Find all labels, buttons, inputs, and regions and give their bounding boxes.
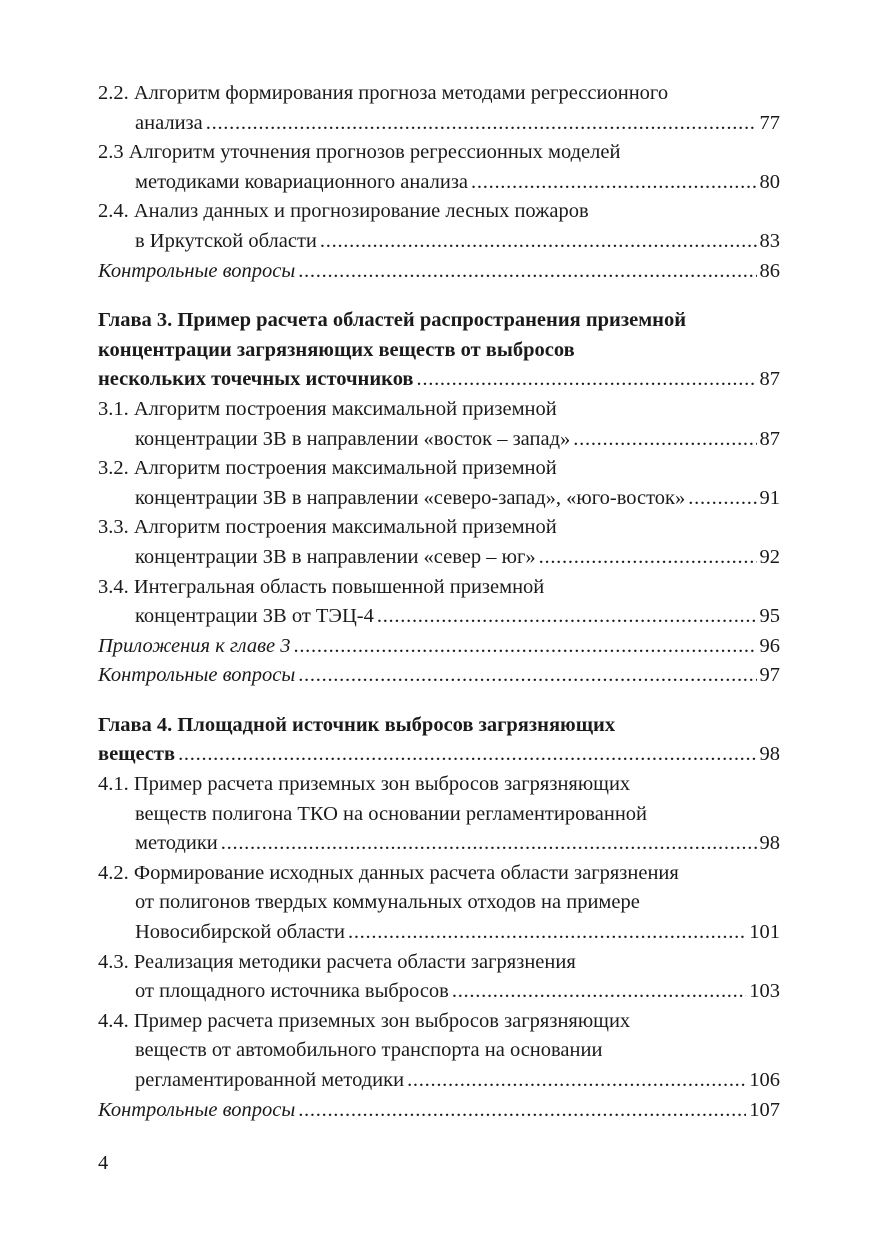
toc-entry: [98, 197, 780, 256]
toc-entry-review-questions: [98, 661, 780, 691]
toc-entry-title: Контрольные вопросы: [98, 259, 296, 282]
toc-entry-title: 3.3. Алгоритм построения максимальной приземной: [98, 516, 557, 539]
toc-page-number: 106: [749, 1069, 780, 1091]
dot-leader: [298, 257, 756, 287]
toc-page-number: 80: [759, 170, 780, 193]
toc-entry-appendix: [98, 632, 780, 662]
toc-entry-title: регламентированной методики: [135, 1069, 405, 1091]
toc-entry-last-line: [98, 227, 780, 257]
toc-entry: [98, 859, 780, 948]
toc-entry-review-questions: [98, 257, 780, 287]
toc-entry-title: 2.3 Алгоритм уточнения прогнозов регрессионных моделей: [98, 141, 621, 164]
toc-entry: [98, 454, 780, 513]
dot-leader: [417, 365, 757, 395]
toc-entry-title: методики: [135, 832, 218, 855]
toc-entry-title: Новосибирской области: [135, 921, 345, 944]
dot-leader: [452, 977, 746, 1007]
toc-page-number: 83: [759, 229, 780, 252]
dot-leader: [320, 227, 757, 257]
toc-entry-review-questions: [98, 1096, 780, 1126]
toc-entry-last-line: [98, 740, 780, 770]
dot-leader: [573, 425, 756, 455]
dot-leader: [298, 661, 756, 691]
page-number: 4: [98, 1152, 109, 1174]
dot-leader: [348, 918, 746, 948]
dot-leader: [206, 109, 757, 139]
toc-entry: [98, 513, 780, 572]
toc-entry-last-line: [98, 543, 780, 573]
dot-leader: [293, 632, 756, 662]
toc-entry-title: Контрольные вопросы: [98, 664, 296, 687]
toc-page-number: 86: [759, 259, 780, 282]
toc-entry-title: концентрации ЗВ в направлении «северо-запад», «юго-восток»: [135, 486, 686, 509]
toc-chapter-title: концентрации загрязняющих веществ от выбросов: [98, 338, 575, 361]
toc-chapter-title: Глава 3. Пример расчета областей распространения приземной: [98, 309, 687, 332]
toc-entry: [98, 770, 780, 859]
dot-leader: [688, 484, 756, 514]
toc-page-number: 95: [759, 605, 780, 628]
toc-entry-title: 2.4. Анализ данных и прогнозирование лесных пожаров: [98, 200, 589, 223]
toc-entry: [98, 138, 780, 197]
toc-entry-title: 2.2. Алгоритм формирования прогноза методами регрессионного: [98, 82, 669, 104]
toc-entry-title: методиками ковариационного анализа: [135, 170, 469, 193]
toc-entry-title: 4.2. Формирование исходных данных расчета области загрязнения: [98, 861, 679, 884]
toc-entry-title: веществ полигона ТКО на основании регламентированной: [135, 802, 648, 825]
dot-leader: [377, 602, 757, 632]
toc-entry-title: анализа: [135, 111, 203, 134]
toc-entry: [98, 395, 780, 454]
toc-entry-last-line: [98, 918, 780, 948]
toc-page-number: 101: [749, 921, 780, 944]
toc-page-number: 96: [759, 634, 780, 657]
toc-entry-title: Контрольные вопросы: [98, 1098, 296, 1121]
toc-entry-last-line: [98, 425, 780, 455]
toc-entry-last-line: [98, 829, 780, 859]
toc-page-number: 91: [759, 486, 780, 509]
toc-chapter-title: веществ: [98, 743, 176, 766]
dot-leader: [178, 740, 756, 770]
toc-chapter-3: [98, 306, 780, 395]
toc-entry-last-line: [98, 977, 780, 1007]
toc-entry-title: концентрации ЗВ от ТЭЦ-4: [135, 605, 374, 628]
table-of-contents: [98, 79, 780, 1125]
toc-entry-title: 4.3. Реализация методики расчета области загрязнения: [98, 950, 576, 973]
toc-entry-last-line: [98, 109, 780, 139]
toc-entry-last-line: [98, 168, 780, 198]
toc-entry-last-line: [98, 1066, 780, 1096]
toc-entry: [98, 573, 780, 632]
toc-entry-last-line: [98, 602, 780, 632]
toc-page-number: 92: [759, 545, 780, 568]
toc-entry-title: от площадного источника выбросов: [135, 980, 449, 1003]
toc-entry: [98, 1007, 780, 1096]
toc-entry: [98, 948, 780, 1007]
toc-entry-title: веществ от автомобильного транспорта на основании: [135, 1039, 603, 1062]
toc-entry-title: 3.2. Алгоритм построения максимальной приземной: [98, 457, 557, 480]
toc-page-number: 87: [759, 368, 780, 391]
toc-entry-title: в Иркутской области: [135, 229, 317, 252]
dot-leader: [298, 1096, 746, 1126]
toc-page-number: 97: [759, 664, 780, 687]
dot-leader: [539, 543, 757, 573]
dot-leader: [471, 168, 756, 198]
toc-entry-title: 4.1. Пример расчета приземных зон выбросов загрязняющих: [98, 773, 631, 796]
toc-page-number: 107: [749, 1098, 780, 1121]
toc-page-number: 98: [759, 743, 780, 766]
toc-page-number: 98: [759, 832, 780, 855]
toc-chapter-title: нескольких точечных источников: [98, 368, 414, 391]
toc-entry-title: концентрации ЗВ в направлении «восток – запад»: [135, 427, 571, 450]
toc-entry-last-line: [98, 484, 780, 514]
toc-entry-last-line: [98, 365, 780, 395]
toc-entry-title: от полигонов твердых коммунальных отходов на примере: [135, 891, 640, 914]
toc-chapter-title: Глава 4. Площадной источник выбросов загрязняющих: [98, 713, 616, 736]
toc-entry-title: 3.4. Интегральная область повышенной приземной: [98, 575, 545, 598]
toc-chapter-4: [98, 711, 780, 770]
dot-leader: [221, 829, 757, 859]
toc-page-number: 77: [759, 111, 780, 134]
toc-page-number: 103: [749, 980, 780, 1003]
toc-page-number: 87: [759, 427, 780, 450]
toc-entry: [98, 79, 780, 138]
toc-entry-title: Приложения к главе 3: [98, 634, 291, 657]
toc-entry-title: 3.1. Алгоритм построения максимальной приземной: [98, 397, 557, 420]
toc-entry-title: концентрации ЗВ в направлении «север – юг»: [135, 545, 536, 568]
dot-leader: [407, 1066, 746, 1096]
toc-entry-title: 4.4. Пример расчета приземных зон выбросов загрязняющих: [98, 1009, 631, 1032]
